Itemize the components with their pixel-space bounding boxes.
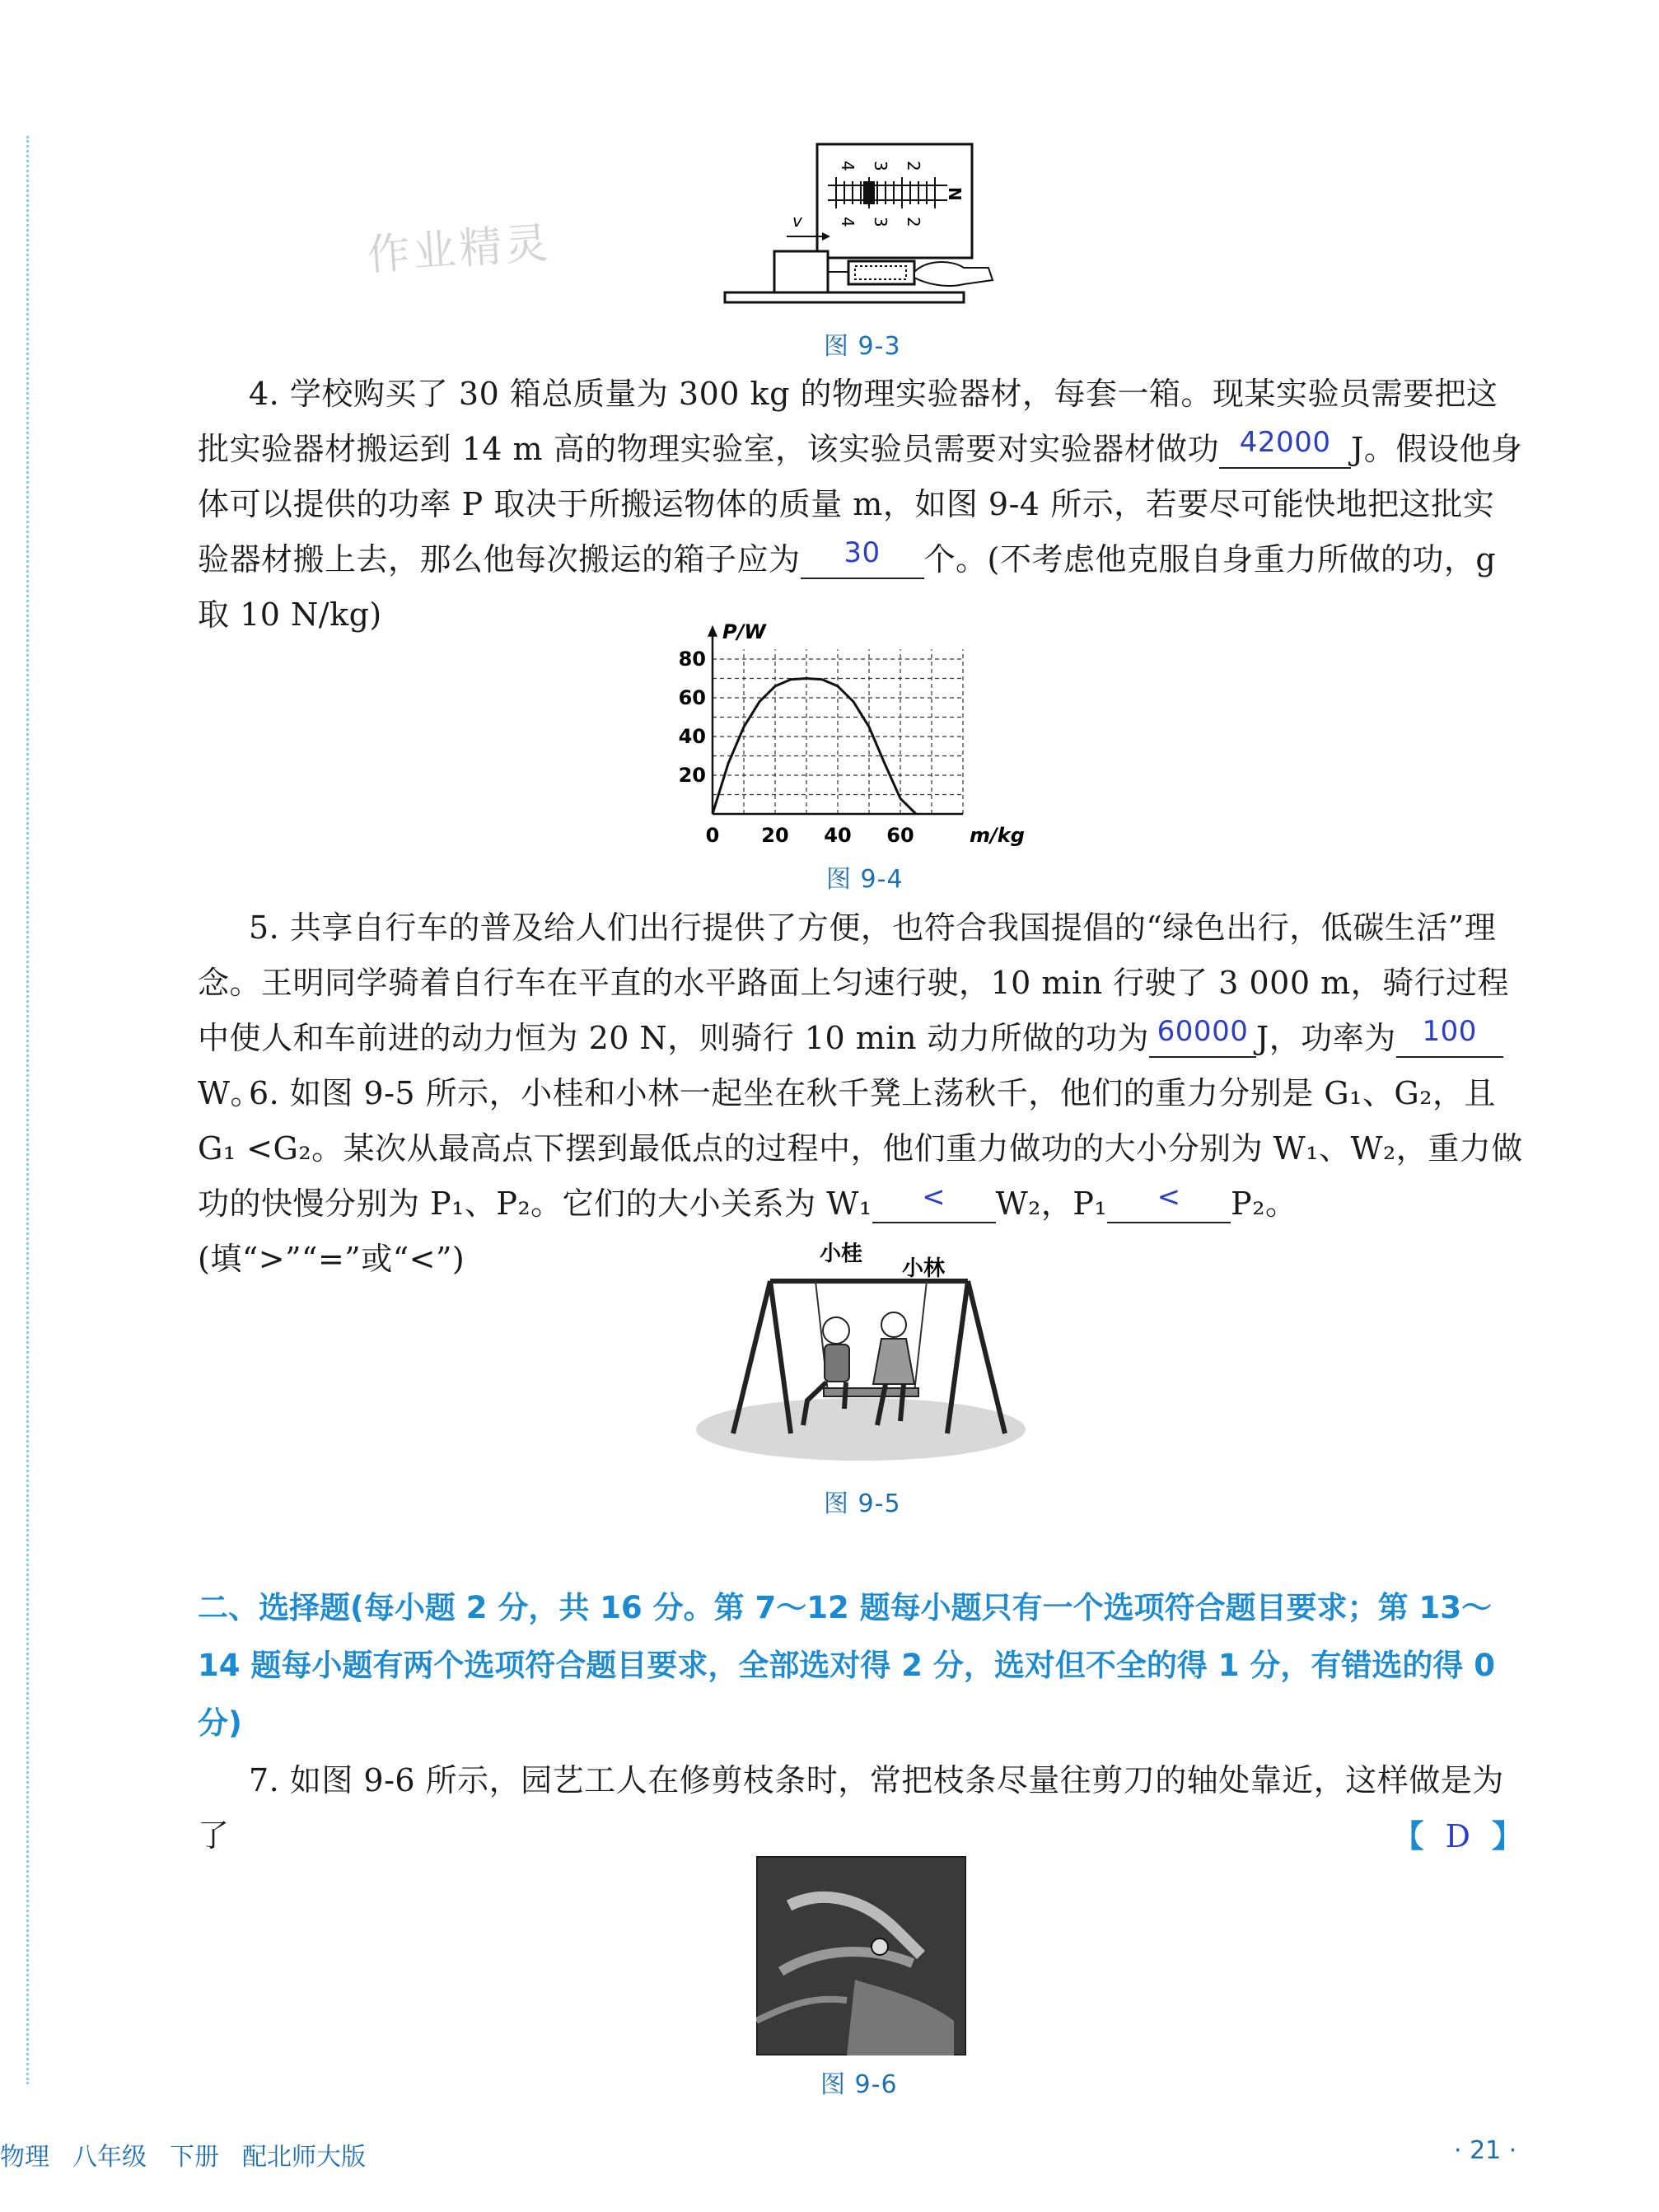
x-tick-label: 20 xyxy=(761,824,789,847)
wooden-block xyxy=(774,251,828,292)
q5-text-1: 5. 共享自行车的普及给人们出行提供了方便，也符合我国提倡的“绿色出行，低碳生活”理念。王明同学骑着自行车在平直的水平路面上匀速行驶，10 min 行驶了 3 000 m，骑行过程中使人和车前进的动力恒为 20 N，则骑行 10 min 动力所做的功为 xyxy=(198,910,1510,1056)
x-axis-label: m/kg xyxy=(970,824,1025,847)
scale-label-top-4: 4 xyxy=(838,161,858,171)
scale-label-top-2: 2 xyxy=(904,161,923,171)
watermark: 作业精灵 xyxy=(365,218,554,281)
figure-9-4-chart xyxy=(675,601,1046,849)
q4-text-3: 个。(不考虑他克服自身重力所做的功，g 取 10 N/kg) xyxy=(198,541,1497,633)
q5-text-3: W。 xyxy=(198,1075,263,1111)
q7-bracket-right: 】 xyxy=(1491,1818,1523,1854)
figure-9-6-photo xyxy=(756,1856,966,2055)
q7-answer-bracket xyxy=(1393,1811,1524,1856)
q5-answer-1-blank xyxy=(1149,1015,1256,1058)
ground-shadow xyxy=(696,1398,1026,1461)
q4-answer-2-blank xyxy=(801,536,924,579)
q4-answer-2: 30 xyxy=(844,536,881,569)
figure-9-4-caption: 图 9-4 xyxy=(826,865,904,894)
spring-scale-body xyxy=(848,261,914,284)
q4-answer-1-blank xyxy=(1219,426,1351,469)
footer-grade: 八年级 xyxy=(72,2143,147,2172)
q5-answer-2-blank xyxy=(1396,1015,1503,1058)
scale-label-bottom-2: 2 xyxy=(904,217,923,227)
power-curve-line xyxy=(713,679,916,815)
x-tick-label: 40 xyxy=(824,824,852,847)
y-axis-arrow xyxy=(708,625,717,637)
q4-text-1: 4. 学校购买了 30 箱总质量为 300 kg 的物理实验器材，每套一箱。现某实验员需要把这批实验器材搬运到 14 m 高的物理实验室，该实验员需要对实验器材做功 xyxy=(198,376,1498,467)
scale-label-bottom-3: 3 xyxy=(871,217,890,227)
velocity-label: v xyxy=(792,211,802,231)
q4-answer-1: 42000 xyxy=(1239,426,1331,459)
q5-answer-1: 60000 xyxy=(1157,1015,1249,1048)
scale-label-bottom-4: 4 xyxy=(838,217,858,227)
page-footer xyxy=(0,2136,389,2172)
footer-edition: 配北师大版 xyxy=(242,2143,366,2172)
figure-9-6-caption: 图 9-6 xyxy=(820,2070,898,2099)
swing-label-xiaogui: 小桂 xyxy=(820,1242,863,1266)
q6-answer-1: < xyxy=(922,1181,946,1214)
q6-answer-2: < xyxy=(1157,1181,1181,1214)
q6-text-2: W₂，P₁ xyxy=(995,1186,1108,1222)
figure-9-3-caption: 图 9-3 xyxy=(824,332,901,361)
q7-bracket-left: 【 xyxy=(1392,1818,1424,1854)
q7-answer: D xyxy=(1445,1818,1470,1854)
hand-illustration xyxy=(914,262,993,286)
q6-text-3: P₂。(填“>”“=”或“<”) xyxy=(198,1186,1297,1277)
figure-9-5-caption: 图 9-5 xyxy=(824,1489,901,1518)
pointer xyxy=(863,181,875,204)
q5-text-2: J，功率为 xyxy=(1256,1020,1396,1056)
page-number: · 21 · xyxy=(1454,2136,1517,2165)
y-tick-label: 60 xyxy=(678,686,706,709)
q6-answer-2-blank xyxy=(1107,1181,1231,1223)
shears-pivot xyxy=(872,1938,888,1955)
footer-volume: 下册 xyxy=(170,2143,219,2172)
scale-label-top-3: 3 xyxy=(871,161,890,171)
scale-unit-label: N xyxy=(945,187,965,201)
q5-answer-2: 100 xyxy=(1422,1015,1477,1048)
table-surface xyxy=(725,292,964,302)
q4-text-2: J。假设他身体可以提供的功率 P 取决于所搬运物体的质量 m，如图 9-4 所示，若要尽可能快地把这批实验器材搬上去，那么他每次搬运的箱子应为 xyxy=(198,431,1523,578)
y-tick-label: 20 xyxy=(678,764,706,787)
y-tick-label: 80 xyxy=(678,648,706,671)
q6-answer-1-blank xyxy=(872,1181,996,1223)
margin-dotted-line xyxy=(26,136,29,2084)
x-tick-label: 0 xyxy=(705,824,720,847)
figure-9-3 xyxy=(717,136,1013,313)
swing-label-xiaolin: 小林 xyxy=(902,1256,946,1281)
y-tick-label: 40 xyxy=(678,725,706,748)
footer-subject: 物理 xyxy=(0,2143,49,2172)
q6-text-1: 6. 如图 9-5 所示，小桂和小林一起坐在秋千凳上荡秋千，他们的重力分别是 G₁、G₂，且 G₁ <G₂。某次从最高点下摆到最低点的过程中，他们重力做功的大小分别为 W₁、W₂，重力做功的快慢分别为 P₁、P₂。它们的大小关系为 W₁ xyxy=(198,1075,1523,1222)
y-axis-label: P/W xyxy=(722,620,766,643)
figure-9-5-swing xyxy=(688,1236,1034,1466)
x-tick-label: 60 xyxy=(886,824,914,847)
section-2-heading: 二、选择题(每小题 2 分，共 16 分。第 7～12 题每小题只有一个选项符合题目要求；第 13～14 题每小题有两个选项符合题目要求，全部选对得 2 分，选对但不全的得 1 分，有错选的得 0 分) xyxy=(198,1590,1496,1741)
question-7: 7. 如图 9-6 所示，园艺工人在修剪枝条时，常把枝条尽量往剪刀的轴处靠近，这样做是为了 xyxy=(198,1762,1504,1854)
